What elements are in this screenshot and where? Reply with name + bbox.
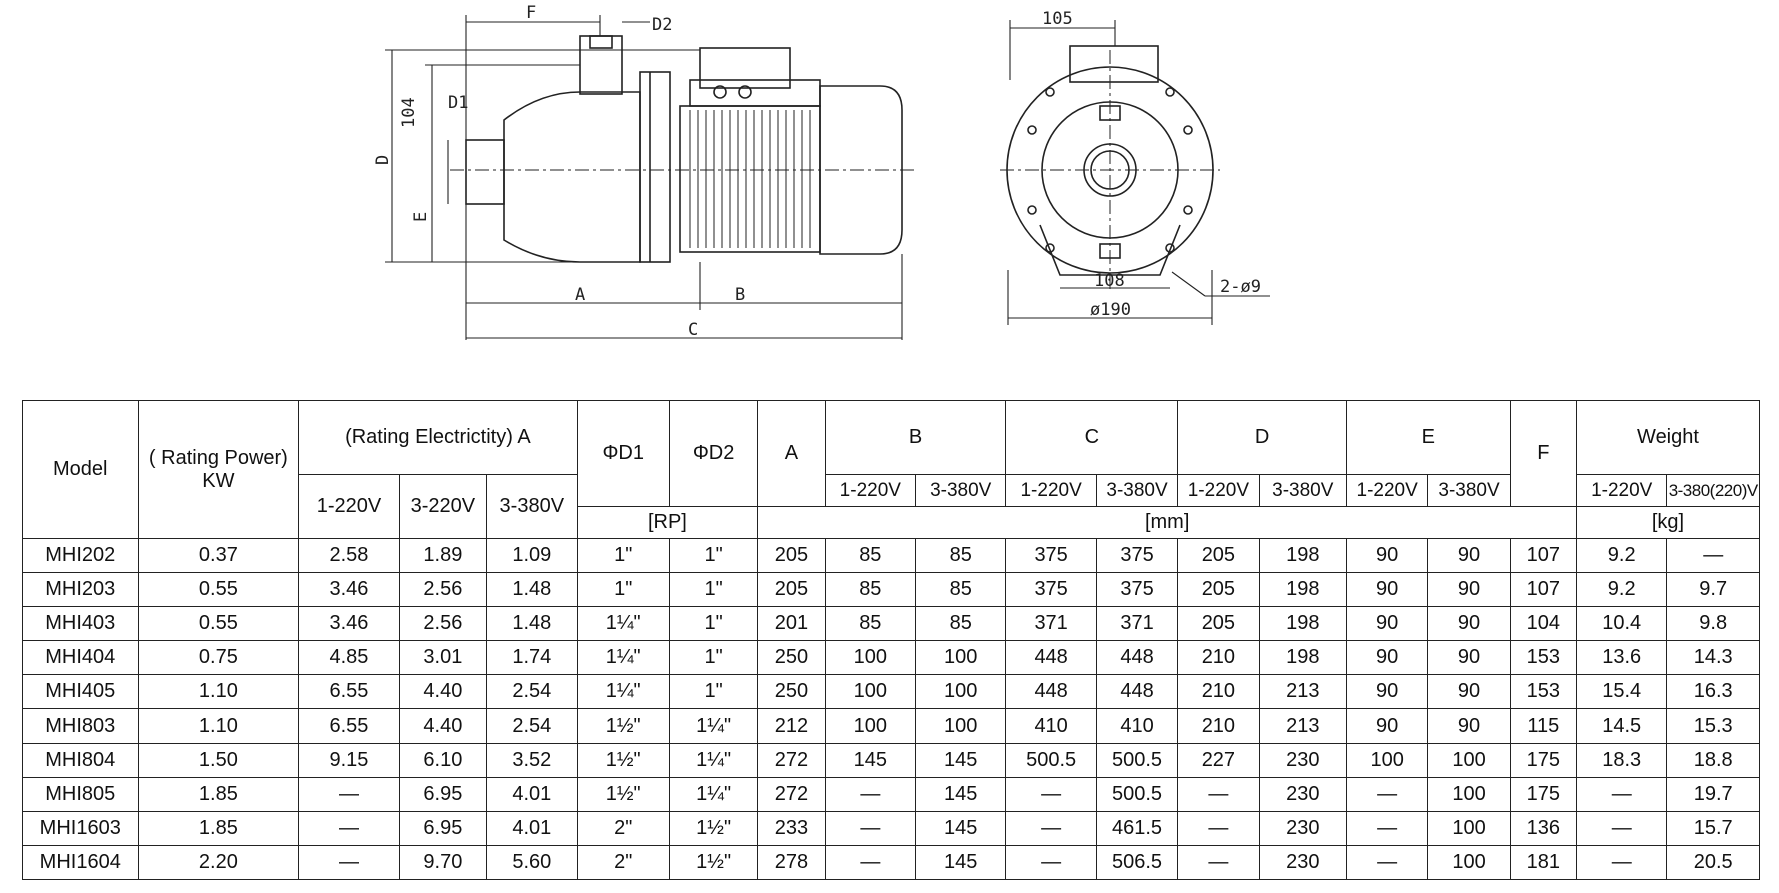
table-cell: 85: [916, 607, 1006, 641]
table-cell: 0.55: [138, 573, 299, 607]
table-cell: 90: [1428, 709, 1510, 743]
table-cell: —: [1346, 845, 1427, 879]
sub-e-1-220: 1-220V: [1346, 475, 1427, 507]
model-cell: MHI404: [23, 641, 139, 675]
table-cell: 1": [669, 573, 757, 607]
sub-c-3-380: 3-380V: [1096, 475, 1177, 507]
table-cell: 6.55: [299, 675, 399, 709]
table-cell: 210: [1178, 709, 1259, 743]
dim-f: F: [526, 3, 537, 23]
sub-d-3-380: 3-380V: [1259, 475, 1346, 507]
table-cell: 90: [1428, 539, 1510, 573]
table-cell: 500.5: [1096, 777, 1177, 811]
table-cell: 278: [758, 845, 825, 879]
table-cell: 85: [825, 607, 915, 641]
table-row: [23, 641, 1760, 675]
table-cell: 0.55: [138, 607, 299, 641]
model-cell: MHI804: [23, 743, 139, 777]
table-cell: 4.40: [399, 675, 486, 709]
table-cell: 3.52: [487, 743, 577, 777]
table-cell: 1": [669, 539, 757, 573]
table-cell: 100: [825, 709, 915, 743]
table-cell: 16.3: [1667, 675, 1760, 709]
table-cell: 20.5: [1667, 845, 1760, 879]
table-cell: 175: [1510, 777, 1576, 811]
header-e: E: [1346, 401, 1510, 475]
table-cell: 9.15: [299, 743, 399, 777]
table-cell: 201: [758, 607, 825, 641]
table-cell: 15.7: [1667, 811, 1760, 845]
table-cell: 136: [1510, 811, 1576, 845]
table-cell: 230: [1259, 811, 1346, 845]
table-cell: 100: [825, 641, 915, 675]
table-cell: —: [1178, 777, 1259, 811]
header-c: C: [1006, 401, 1178, 475]
table-cell: 5.60: [487, 845, 577, 879]
table-cell: 500.5: [1006, 743, 1096, 777]
table-cell: 205: [1178, 607, 1259, 641]
model-cell: MHI405: [23, 675, 139, 709]
table-cell: —: [1667, 539, 1760, 573]
dim-2-9: 2-ø9: [1220, 277, 1261, 297]
table-cell: 100: [1428, 743, 1510, 777]
table-cell: —: [1577, 845, 1667, 879]
table-cell: 100: [1428, 845, 1510, 879]
header-weight: Weight: [1577, 401, 1760, 475]
dim-d1: D1: [448, 93, 469, 113]
table-cell: 85: [825, 573, 915, 607]
table-cell: 233: [758, 811, 825, 845]
table-cell: 85: [825, 539, 915, 573]
sub-current-3-380: 3-380V: [487, 475, 577, 539]
model-cell: MHI1603: [23, 811, 139, 845]
sub-weight-1-220: 1-220V: [1577, 475, 1667, 507]
table-cell: 90: [1346, 573, 1427, 607]
table-cell: 1½": [577, 777, 669, 811]
table-cell: 213: [1259, 675, 1346, 709]
sub-b-3-380: 3-380V: [916, 475, 1006, 507]
unit-kg: [kg]: [1577, 507, 1760, 539]
table-cell: 1¼": [669, 743, 757, 777]
dim-190: ø190: [1090, 300, 1131, 320]
table-cell: 10.4: [1577, 607, 1667, 641]
table-cell: 0.75: [138, 641, 299, 675]
table-cell: 230: [1259, 777, 1346, 811]
table-cell: 13.6: [1577, 641, 1667, 675]
header-current: (Rating Electrictity) A: [299, 401, 577, 475]
table-cell: 448: [1006, 641, 1096, 675]
header-model: Model: [23, 401, 139, 539]
dim-d2: D2: [652, 15, 673, 35]
table-cell: 90: [1346, 709, 1427, 743]
table-cell: 6.10: [399, 743, 486, 777]
table-cell: 1.48: [487, 573, 577, 607]
table-cell: 448: [1006, 675, 1096, 709]
table-cell: 90: [1346, 607, 1427, 641]
table-cell: 1": [577, 539, 669, 573]
table-cell: 1.10: [138, 709, 299, 743]
table-cell: 100: [1428, 777, 1510, 811]
table-cell: 2.54: [487, 709, 577, 743]
dim-a: A: [575, 285, 586, 305]
table-cell: 2": [577, 845, 669, 879]
table-cell: 1": [669, 641, 757, 675]
table-cell: —: [1577, 777, 1667, 811]
table-cell: 1¼": [669, 709, 757, 743]
table-cell: 205: [1178, 573, 1259, 607]
table-cell: —: [1346, 811, 1427, 845]
header-f: F: [1510, 401, 1576, 507]
table-cell: 6.55: [299, 709, 399, 743]
table-row: [23, 845, 1760, 879]
table-cell: 410: [1096, 709, 1177, 743]
table-row: [23, 709, 1760, 743]
table-cell: 3.01: [399, 641, 486, 675]
table-cell: 198: [1259, 573, 1346, 607]
table-cell: 100: [825, 675, 915, 709]
table-cell: —: [1006, 777, 1096, 811]
table-cell: 15.4: [1577, 675, 1667, 709]
dim-108: 108: [1094, 271, 1125, 291]
table-cell: 227: [1178, 743, 1259, 777]
table-cell: 1¼": [577, 675, 669, 709]
table-cell: 1.74: [487, 641, 577, 675]
header-d2: ΦD2: [669, 401, 757, 507]
table-cell: 1¼": [577, 641, 669, 675]
table-cell: 250: [758, 675, 825, 709]
table-cell: 18.8: [1667, 743, 1760, 777]
table-cell: 448: [1096, 675, 1177, 709]
table-cell: 100: [1428, 811, 1510, 845]
table-cell: —: [825, 777, 915, 811]
table-cell: 85: [916, 573, 1006, 607]
table-cell: 90: [1346, 675, 1427, 709]
pump-side-view: [466, 36, 902, 262]
table-cell: 230: [1259, 845, 1346, 879]
table-cell: 410: [1006, 709, 1096, 743]
table-cell: 205: [758, 539, 825, 573]
sub-current-1-220: 1-220V: [299, 475, 399, 539]
table-cell: 375: [1006, 573, 1096, 607]
table-cell: 9.8: [1667, 607, 1760, 641]
header-power: ( Rating Power) KW: [138, 401, 299, 539]
table-cell: 90: [1346, 539, 1427, 573]
table-cell: 145: [916, 845, 1006, 879]
table-cell: 100: [916, 675, 1006, 709]
table-cell: 90: [1428, 675, 1510, 709]
table-cell: 115: [1510, 709, 1576, 743]
table-cell: 15.3: [1667, 709, 1760, 743]
dim-104: 104: [399, 97, 419, 128]
table-row: [23, 607, 1760, 641]
table-cell: —: [299, 845, 399, 879]
model-cell: MHI805: [23, 777, 139, 811]
sub-c-1-220: 1-220V: [1006, 475, 1096, 507]
sub-e-3-380: 3-380V: [1428, 475, 1510, 507]
table-cell: 0.37: [138, 539, 299, 573]
table-cell: 375: [1096, 573, 1177, 607]
table-cell: 448: [1096, 641, 1177, 675]
dim-b: B: [735, 285, 746, 305]
table-cell: —: [299, 811, 399, 845]
table-cell: 100: [916, 641, 1006, 675]
table-cell: 4.01: [487, 811, 577, 845]
table-cell: 375: [1096, 539, 1177, 573]
table-cell: 1.10: [138, 675, 299, 709]
dim-d: D: [373, 154, 393, 165]
table-cell: —: [1006, 845, 1096, 879]
table-cell: 2.54: [487, 675, 577, 709]
table-row: [23, 573, 1760, 607]
table-cell: 205: [758, 573, 825, 607]
table-cell: 14.3: [1667, 641, 1760, 675]
table-cell: 1.09: [487, 539, 577, 573]
table-cell: —: [1006, 811, 1096, 845]
table-cell: —: [1178, 811, 1259, 845]
table-cell: 2": [577, 811, 669, 845]
table-cell: 1.48: [487, 607, 577, 641]
table-cell: —: [299, 777, 399, 811]
table-cell: 371: [1006, 607, 1096, 641]
table-cell: 198: [1259, 641, 1346, 675]
model-cell: MHI403: [23, 607, 139, 641]
unit-mm: [mm]: [758, 507, 1577, 539]
table-cell: 230: [1259, 743, 1346, 777]
table-row: [23, 539, 1760, 573]
table-row: [23, 777, 1760, 811]
table-cell: 506.5: [1096, 845, 1177, 879]
table-cell: 4.01: [487, 777, 577, 811]
model-cell: MHI202: [23, 539, 139, 573]
table-cell: 198: [1259, 607, 1346, 641]
table-cell: 500.5: [1096, 743, 1177, 777]
table-row: [23, 675, 1760, 709]
table-cell: 461.5: [1096, 811, 1177, 845]
table-cell: 1¼": [669, 777, 757, 811]
table-cell: 3.46: [299, 573, 399, 607]
table-cell: 145: [916, 811, 1006, 845]
table-cell: 272: [758, 743, 825, 777]
table-cell: 107: [1510, 573, 1576, 607]
sub-weight-3-380: 3-380(220)V: [1667, 475, 1760, 507]
table-row: [23, 743, 1760, 777]
sub-b-1-220: 1-220V: [825, 475, 915, 507]
table-cell: 272: [758, 777, 825, 811]
table-cell: 212: [758, 709, 825, 743]
model-cell: MHI803: [23, 709, 139, 743]
table-cell: 100: [916, 709, 1006, 743]
table-cell: 1": [577, 573, 669, 607]
header-d1: ΦD1: [577, 401, 669, 507]
table-cell: 107: [1510, 539, 1576, 573]
table-cell: 371: [1096, 607, 1177, 641]
dim-105: 105: [1042, 9, 1073, 29]
table-cell: 90: [1346, 641, 1427, 675]
header-b: B: [825, 401, 1006, 475]
table-cell: 4.40: [399, 709, 486, 743]
side-dimension-lines: [385, 15, 902, 340]
table-cell: —: [825, 811, 915, 845]
table-cell: 1½": [669, 845, 757, 879]
sub-d-1-220: 1-220V: [1178, 475, 1259, 507]
model-cell: MHI1604: [23, 845, 139, 879]
table-cell: 1": [669, 675, 757, 709]
table-cell: 175: [1510, 743, 1576, 777]
table-cell: 6.95: [399, 811, 486, 845]
table-cell: 1½": [577, 709, 669, 743]
table-cell: 1.89: [399, 539, 486, 573]
model-cell: MHI203: [23, 573, 139, 607]
table-cell: 145: [825, 743, 915, 777]
table-cell: 250: [758, 641, 825, 675]
spec-table: [22, 400, 1760, 880]
table-cell: 375: [1006, 539, 1096, 573]
table-cell: 6.95: [399, 777, 486, 811]
table-cell: 90: [1428, 573, 1510, 607]
table-cell: 1.85: [138, 777, 299, 811]
table-cell: 14.5: [1577, 709, 1667, 743]
table-cell: 1½": [577, 743, 669, 777]
header-a: A: [758, 401, 825, 507]
table-cell: 9.2: [1577, 573, 1667, 607]
table-cell: 2.20: [138, 845, 299, 879]
table-cell: 210: [1178, 675, 1259, 709]
sub-current-3-220: 3-220V: [399, 475, 486, 539]
table-cell: 9.7: [1667, 573, 1760, 607]
table-cell: 100: [1346, 743, 1427, 777]
table-row: [23, 811, 1760, 845]
table-cell: 1.50: [138, 743, 299, 777]
table-cell: 19.7: [1667, 777, 1760, 811]
table-cell: 90: [1428, 641, 1510, 675]
table-cell: 18.3: [1577, 743, 1667, 777]
table-cell: 1.85: [138, 811, 299, 845]
table-cell: 1": [669, 607, 757, 641]
table-cell: 4.85: [299, 641, 399, 675]
table-cell: 9.70: [399, 845, 486, 879]
table-cell: 85: [916, 539, 1006, 573]
table-cell: 213: [1259, 709, 1346, 743]
unit-rp: [RP]: [577, 507, 758, 539]
table-cell: 210: [1178, 641, 1259, 675]
table-cell: 198: [1259, 539, 1346, 573]
table-cell: 153: [1510, 675, 1576, 709]
table-cell: 104: [1510, 607, 1576, 641]
table-cell: —: [1178, 845, 1259, 879]
table-cell: 2.56: [399, 573, 486, 607]
dim-e: E: [411, 211, 431, 222]
pump-drawing: [0, 0, 1779, 340]
table-cell: 145: [916, 777, 1006, 811]
table-cell: 3.46: [299, 607, 399, 641]
table-cell: 9.2: [1577, 539, 1667, 573]
table-cell: 153: [1510, 641, 1576, 675]
dim-c: C: [688, 320, 699, 340]
header-d: D: [1178, 401, 1347, 475]
table-cell: 181: [1510, 845, 1576, 879]
table-cell: 2.58: [299, 539, 399, 573]
table-cell: 205: [1178, 539, 1259, 573]
motor-fins: [690, 110, 810, 248]
table-cell: 1¼": [577, 607, 669, 641]
spec-table-body: [23, 539, 1760, 880]
table-cell: 90: [1428, 607, 1510, 641]
table-cell: —: [1346, 777, 1427, 811]
table-cell: —: [1577, 811, 1667, 845]
table-cell: 2.56: [399, 607, 486, 641]
table-cell: —: [825, 845, 915, 879]
table-cell: 1½": [669, 811, 757, 845]
table-cell: 145: [916, 743, 1006, 777]
